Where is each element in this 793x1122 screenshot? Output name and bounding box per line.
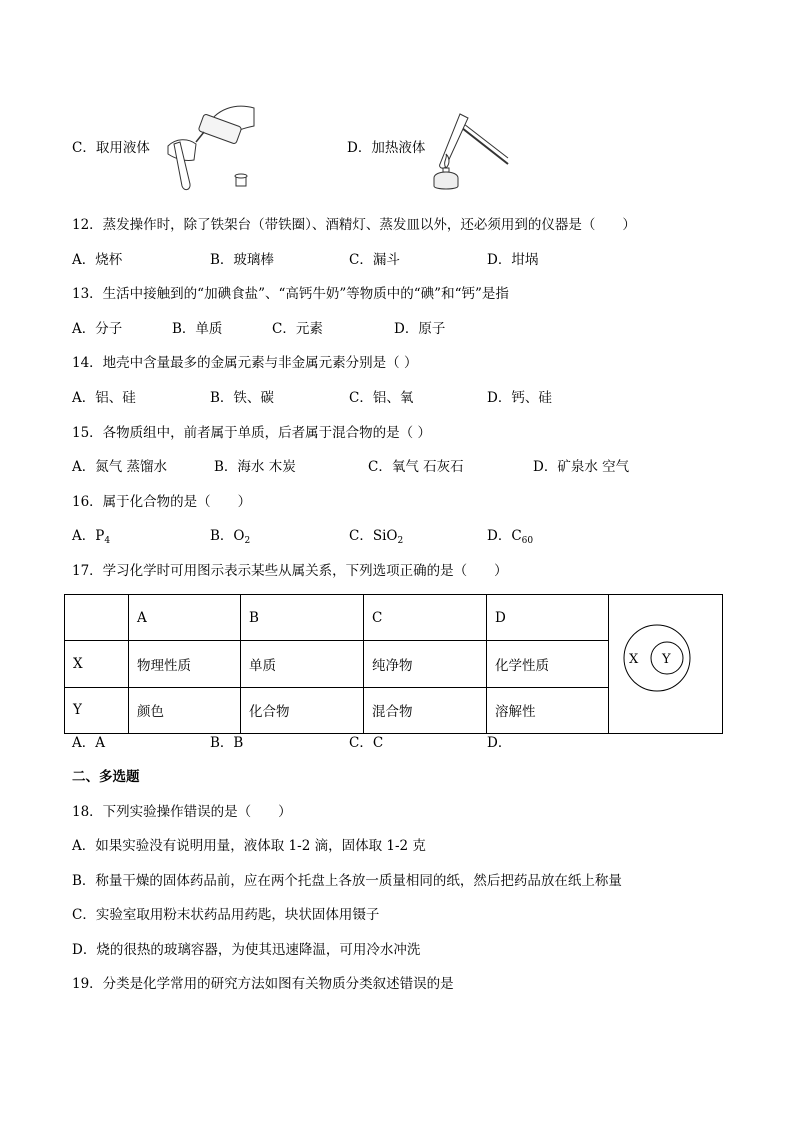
heating-liquid-illustration: [424, 108, 510, 192]
q12-stem: 12．蒸发操作时，除了铁架台（带铁圈）、酒精灯、蒸发皿以外，还必须用到的仪器是（ ）: [72, 217, 636, 233]
q18-option-d: D．烧的很热的玻璃容器，为使其迅速降温，可用冷水冲洗: [72, 942, 421, 958]
q17-option-b: B．B: [210, 735, 244, 751]
q11-option-d: D．加热液体: [347, 140, 426, 156]
table-cell: 物理性质: [129, 641, 241, 687]
table-cell: 纯净物: [364, 641, 487, 687]
table-cell: X: [65, 641, 129, 687]
q15-option-b: B．海水 木炭: [214, 459, 296, 475]
q15-option-c: C．氧气 石灰石: [368, 459, 464, 475]
outer-circle-label: X: [629, 652, 639, 667]
venn-diagram: [609, 595, 722, 729]
section-heading: 二、多选题: [72, 769, 140, 785]
q14-stem: 14．地壳中含量最多的金属元素与非金属元素分别是（ ）: [72, 355, 418, 371]
q18-stem: 18．下列实验操作错误的是（ ）: [72, 804, 292, 820]
q13-option-a: A．分子: [72, 321, 123, 337]
table-cell: B: [241, 595, 364, 641]
q17-table: [64, 594, 723, 734]
q19-stem: 19．分类是化学常用的研究方法如图有关物质分类叙述错误的是: [72, 976, 454, 992]
table-cell: 化学性质: [487, 641, 609, 687]
q13-option-d: D．原子: [394, 321, 446, 337]
table-cell: 溶解性: [487, 687, 609, 733]
q14-option-d: D．钙、硅: [487, 390, 552, 406]
q14-option-b: B．铁、碳: [210, 390, 274, 406]
q15-option-d: D．矿泉水 空气: [533, 459, 630, 475]
q13-option-c: C．元素: [272, 321, 323, 337]
q16-option-a: A．$P_4$: [72, 528, 111, 546]
q16-option-c: C．SiO$_2$: [349, 528, 404, 546]
table-cell: A: [129, 595, 241, 641]
q17-option-a: A．A: [72, 735, 105, 751]
table-row: [65, 595, 723, 641]
q18-option-a: A．如果实验没有说明用量，液体取 1-2 滴，固体取 1-2 克: [72, 838, 426, 854]
table-cell: 混合物: [364, 687, 487, 733]
table-cell: 单质: [241, 641, 364, 687]
q13-option-b: B．单质: [172, 321, 223, 337]
q14-option-c: C．铝、氧: [349, 390, 414, 406]
inner-circle-label: Y: [662, 652, 671, 667]
q17-option-d: D．: [487, 735, 512, 751]
table-cell: 颜色: [129, 687, 241, 733]
q16-option-b: B．$O_2$: [210, 528, 251, 546]
q16-stem: 16．属于化合物的是（ ）: [72, 494, 252, 510]
q16-option-d: D．$C_{60}$: [487, 528, 534, 546]
q12-option-a: A．烧杯: [72, 252, 123, 268]
pouring-liquid-illustration: [166, 98, 258, 193]
q18-option-c: C．实验室取用粉末状药品用药匙，块状固体用镊子: [72, 907, 380, 923]
table-cell: D: [487, 595, 609, 641]
q13-stem: 13．生活中接触到的“加碘食盐”、“高钙牛奶”等物质中的“碘”和“钙”是指: [72, 286, 509, 302]
q12-option-b: B．玻璃棒: [210, 252, 274, 268]
q15-stem: 15．各物质组中，前者属于单质，后者属于混合物的是（ ）: [72, 425, 431, 441]
q17-stem: 17．学习化学时可用图示表示某些从属关系，下列选项正确的是（ ）: [72, 563, 508, 579]
table-cell: Y: [65, 687, 129, 733]
table-cell: 化合物: [241, 687, 364, 733]
venn-diagram-cell: [609, 595, 723, 734]
table-cell: C: [364, 595, 487, 641]
q15-option-a: A．氮气 蒸馏水: [72, 459, 168, 475]
q12-option-c: C．漏斗: [349, 252, 400, 268]
q12-option-d: D．坩埚: [487, 252, 539, 268]
q14-option-a: A．铝、硅: [72, 390, 136, 406]
q11-option-c: C．取用液体: [72, 140, 150, 156]
table-cell: [65, 595, 129, 641]
q17-option-c: C．C: [349, 735, 384, 751]
q18-option-b: B．称量干燥的固体药品前，应在两个托盘上各放一质量相同的纸，然后把药品放在纸上称量: [72, 873, 622, 889]
